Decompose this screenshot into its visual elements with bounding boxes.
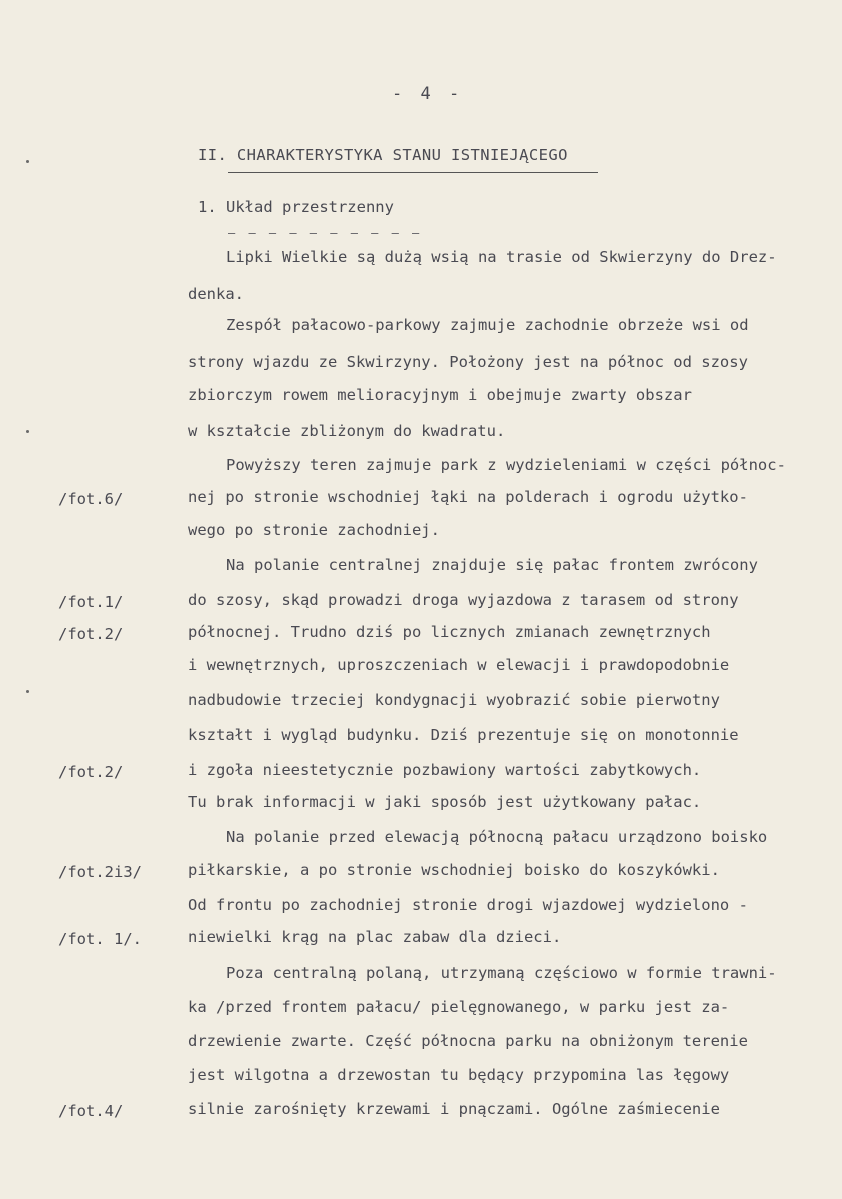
text-line: kształt i wygląd budynku. Dziś prezentuje się on monotonnie	[188, 726, 739, 744]
text-line: zbiorczym rowem melioracyjnym i obejmuje zwarty obszar	[188, 386, 692, 404]
text-line: do szosy, skąd prowadzi droga wyjazdowa z tarasem od strony	[188, 591, 739, 609]
photo-reference-note: /fot.2/	[58, 625, 124, 643]
text-line: Na polanie centralnej znajduje się pałac frontem zwrócony	[226, 556, 758, 574]
text-line: nej po stronie wschodniej łąki na polderach i ogrodu użytko-	[188, 488, 748, 506]
text-line: piłkarskie, a po stronie wschodniej boisko do koszykówki.	[188, 861, 720, 879]
text-line: Zespół pałacowo-parkowy zajmuje zachodnie obrzeże wsi od	[226, 316, 749, 334]
photo-reference-note: /fot.4/	[58, 1102, 124, 1120]
text-line: nadbudowie trzeciej kondygnacji wyobrazić sobie pierwotny	[188, 691, 720, 709]
text-line: jest wilgotna a drzewostan tu będący przypomina las łęgowy	[188, 1066, 730, 1084]
text-line: północnej. Trudno dziś po licznych zmianach zewnętrznych	[188, 623, 711, 641]
text-line: i zgoła nieestetycznie pozbawiony wartości zabytkowych.	[188, 761, 702, 779]
hole-punch-mark	[26, 690, 29, 693]
text-line: silnie zarośnięty krzewami i pnączami. Ogólne zaśmiecenie	[188, 1100, 720, 1118]
text-line: niewielki krąg na plac zabaw dla dzieci.	[188, 928, 562, 946]
text-line: ka /przed frontem pałacu/ pielęgnowanego, w parku jest za-	[188, 998, 730, 1016]
text-line: drzewienie zwarte. Część północna parku na obniżonym terenie	[188, 1032, 748, 1050]
photo-reference-note: /fot.1/	[58, 593, 124, 611]
section-title: 1. Układ przestrzenny	[198, 198, 394, 216]
photo-reference-note: /fot. 1/.	[58, 930, 142, 948]
text-line: Lipki Wielkie są dużą wsią na trasie od Skwierzyny do Drez-	[226, 248, 777, 266]
page-number: - 4 -	[392, 84, 464, 104]
hole-punch-mark	[26, 160, 29, 163]
text-line: i wewnętrznych, uproszczeniach w elewacji i prawdopodobnie	[188, 656, 730, 674]
section-underline: — — — — — — — — — —	[228, 226, 423, 240]
photo-reference-note: /fot.6/	[58, 490, 124, 508]
heading-underline	[228, 172, 598, 173]
photo-reference-note: /fot.2i3/	[58, 863, 142, 881]
hole-punch-mark	[26, 430, 29, 433]
text-line: denka.	[188, 285, 244, 303]
text-line: wego po stronie zachodniej.	[188, 521, 440, 539]
chapter-heading: II. CHARAKTERYSTYKA STANU ISTNIEJĄCEGO	[198, 146, 568, 164]
text-line: w kształcie zbliżonym do kwadratu.	[188, 422, 506, 440]
text-line: Powyższy teren zajmuje park z wydzieleniami w części północ-	[226, 456, 786, 474]
text-line: Tu brak informacji w jaki sposób jest użytkowany pałac.	[188, 793, 702, 811]
text-line: strony wjazdu ze Skwirzyny. Położony jest na północ od szosy	[188, 353, 748, 371]
text-line: Od frontu po zachodniej stronie drogi wjazdowej wydzielono -	[188, 896, 748, 914]
text-line: Poza centralną polaną, utrzymaną częściowo w formie trawni-	[226, 964, 777, 982]
photo-reference-note: /fot.2/	[58, 763, 124, 781]
text-line: Na polanie przed elewacją północną pałacu urządzono boisko	[226, 828, 768, 846]
